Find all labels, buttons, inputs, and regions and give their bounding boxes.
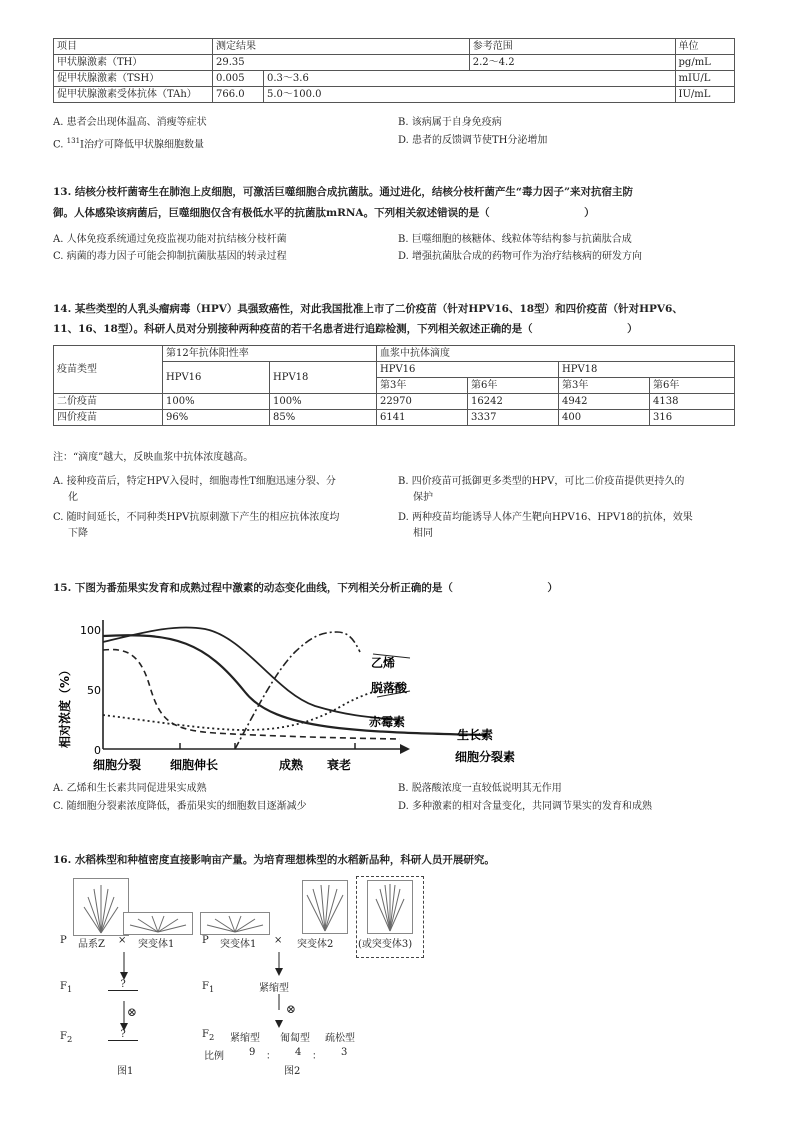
table-row: 项目 测定结果 参考范围 单位 [54,39,735,55]
option-a: A. 接种疫苗后，特定HPV入侵时，细胞毒性T细胞迅速分裂、分 化 [53,476,336,503]
fig2-ratio-label: 比例 [204,1051,224,1062]
series-line-cytokinin [103,650,400,739]
table-note: 注：“滴度”越大，反映血浆中抗体浓度越高。 [53,452,254,463]
hpv-table [53,345,735,426]
y-axis-label: 相对浓度（%） [58,663,72,749]
option-c: C. 随时间延长，不同种类HPV抗原刺激下产生的相应抗体浓度均 下降 [53,512,340,539]
x-axis-arrow [400,744,410,754]
fig2-parent3: (或突变体3) [358,939,413,950]
fig2-f1: $F_1$ [202,981,215,994]
plant-image-mutant2 [302,880,348,934]
fig1-parent2: 突变体1 [138,939,175,950]
question-14-line1: 14. 某些类型的人乳头瘤病毒（HPV）具强致癌性，对此我国批准上市了二价疫苗（针对HPV16、18型）和四价疫苗（针对HPV6、 [53,303,683,315]
option-a: A. 乙烯和生长素共同促进果实成熟 [53,783,207,794]
option-d: D. 患者的反馈调节使TH分泌增加 [398,135,548,146]
option-d: D. 增强抗菌肽合成的药物可作为治疗结核病的研发方向 [398,251,643,262]
plant-image-mutant1 [123,912,193,935]
option-d: D. 两种疫苗均能诱导人体产生靶向HPV16、HPV18的抗体，效果 相同 [398,512,693,539]
fig1-label: 图1 [117,1066,134,1077]
fig1-parent1: 品系Z [78,939,105,950]
table-row: 四价疫苗 96% 85% 6141 3337 400 316 [54,410,735,426]
option-b: B. 该病属于自身免疫病 [398,117,502,128]
fig2-f2: $F_2$ [202,1029,215,1042]
fig1-f1-unknown: ? [108,979,138,991]
fig2-label: 图2 [284,1066,301,1077]
fig1-f2-unknown: ? [108,1029,138,1041]
legend-cytokinin: 细胞分裂素 [455,750,516,764]
fig2-ratio-sep: ： [266,1051,276,1062]
x-tick-label: 细胞伸长 [170,758,219,772]
option-a: A. 人体免疫系统通过免疫监视功能对抗结核分枝杆菌 [53,234,287,245]
option-c: C. 随细胞分裂素浓度降低，番茄果实的细胞数目逐渐减少 [53,801,307,812]
legend-auxin: 生长素 [457,728,494,742]
table-row: 二价疫苗 100% 100% 22970 16242 4942 4138 [54,394,735,410]
table-row: 第3年 第6年 第3年 第6年 [54,378,735,394]
fig2-ratio-3: 3 [341,1047,348,1058]
fig1-cross: × [118,935,127,946]
plant-image-mutant1 [200,912,270,935]
fig2-type1: 紧缩型 [230,1033,260,1044]
table-row: HPV16 HPV18 HPV16 HPV18 [54,362,735,378]
fig2-p: P [202,935,209,946]
question-14-line2: 11、16、18型）。科研人员对分别接种两种疫苗的若干名患者进行追踪检测，下列相关叙述正确的是（ ） [53,323,638,335]
option-b: B. 四价疫苗可抵御更多类型的HPV，可比二价疫苗提供更持久的 保护 [398,476,685,503]
fig2-type2: 匍匐型 [280,1033,310,1044]
x-tick-label: 衰老 [327,758,352,772]
option-c: C. 病菌的毒力因子可能会抑制抗菌肽基因的转录过程 [53,251,287,262]
fig2-self-cross: ⊗ [286,1002,297,1016]
series-line-ethylene [235,632,360,749]
table-row: 甲状腺激素（TH） 29.35 2.2～4.2 pg/mL [54,55,735,71]
option-c: C. $^{131}$I治疗可降低甲状腺细胞数量 [53,137,204,151]
option-b: B. 脱落酸浓度一直较低说明其无作用 [398,783,562,794]
question-16: 16. 水稻株型和种植密度直接影响亩产量。为培育理想株型的水稻新品种，科研人员开展研究。 [53,854,495,866]
legend-ethylene: 乙烯 [371,656,396,670]
fig2-f1-value: 紧缩型 [259,983,289,994]
question-13-line1: 13. 结核分枝杆菌寄生在肺泡上皮细胞，可激活巨噬细胞合成抗菌肽。通过进化，结核分枝杆菌产生“毒力因子”来对抗宿主防 [53,186,633,198]
plant-image-z [73,878,129,936]
fig2-parent1: 突变体1 [220,939,257,950]
question-13-line2: 御。人体感染该病菌后，巨噬细胞仅含有极低水平的抗菌肽mRNA。下列相关叙述错误的是（ ） [53,207,595,219]
fig1-p: P [60,935,67,946]
fig1-self-cross: ⊗ [127,1005,138,1019]
series-line-gibberellin [103,627,400,720]
option-d: D. 多种激素的相对含量变化，共同调节果实的发育和成熟 [398,801,653,812]
y-tick-label: 100 [80,624,101,637]
x-tick-label: 成熟 [279,758,304,772]
table-row: 促甲状腺激素受体抗体（TAh） 766.0 5.0～100.0 IU/mL [54,87,735,103]
fig1-f2: $F_2$ [60,1031,73,1044]
fig2-ratio-2: 4 [295,1047,302,1058]
fig2-ratio-sep: ： [312,1051,322,1062]
thyroid-table [53,38,735,103]
table-row: 疫苗类型 第12年抗体阳性率 血浆中抗体滴度 [54,346,735,362]
option-a: A. 患者会出现体温高、消瘦等症状 [53,117,207,128]
fig2-parent2: 突变体2 [297,939,334,950]
fig2-cross: × [274,935,283,946]
plant-image-mutant3 [367,880,413,934]
legend-aba: 脱落酸 [371,681,408,695]
fig2-ratio-1: 9 [249,1047,256,1058]
hormone-chart [55,612,545,777]
fig1-f1: $F_1$ [60,981,73,994]
x-tick-label: 细胞分裂 [93,758,142,772]
y-tick-label: 0 [94,744,101,757]
series-line-auxin [103,635,485,735]
table-row: 促甲状腺激素（TSH） 0.005 0.3～3.6 mIU/L [54,71,735,87]
fig2-type3: 疏松型 [325,1033,355,1044]
series-line-aba [103,686,400,730]
option-b: B. 巨噬细胞的核糖体、线粒体等结构参与抗菌肽合成 [398,234,632,245]
question-15: 15. 下图为番茄果实发育和成熟过程中激素的动态变化曲线，下列相关分析正确的是（ ） [53,582,558,594]
y-tick-label: 50 [87,684,101,697]
legend-gibberellin: 赤霉素 [369,715,406,729]
